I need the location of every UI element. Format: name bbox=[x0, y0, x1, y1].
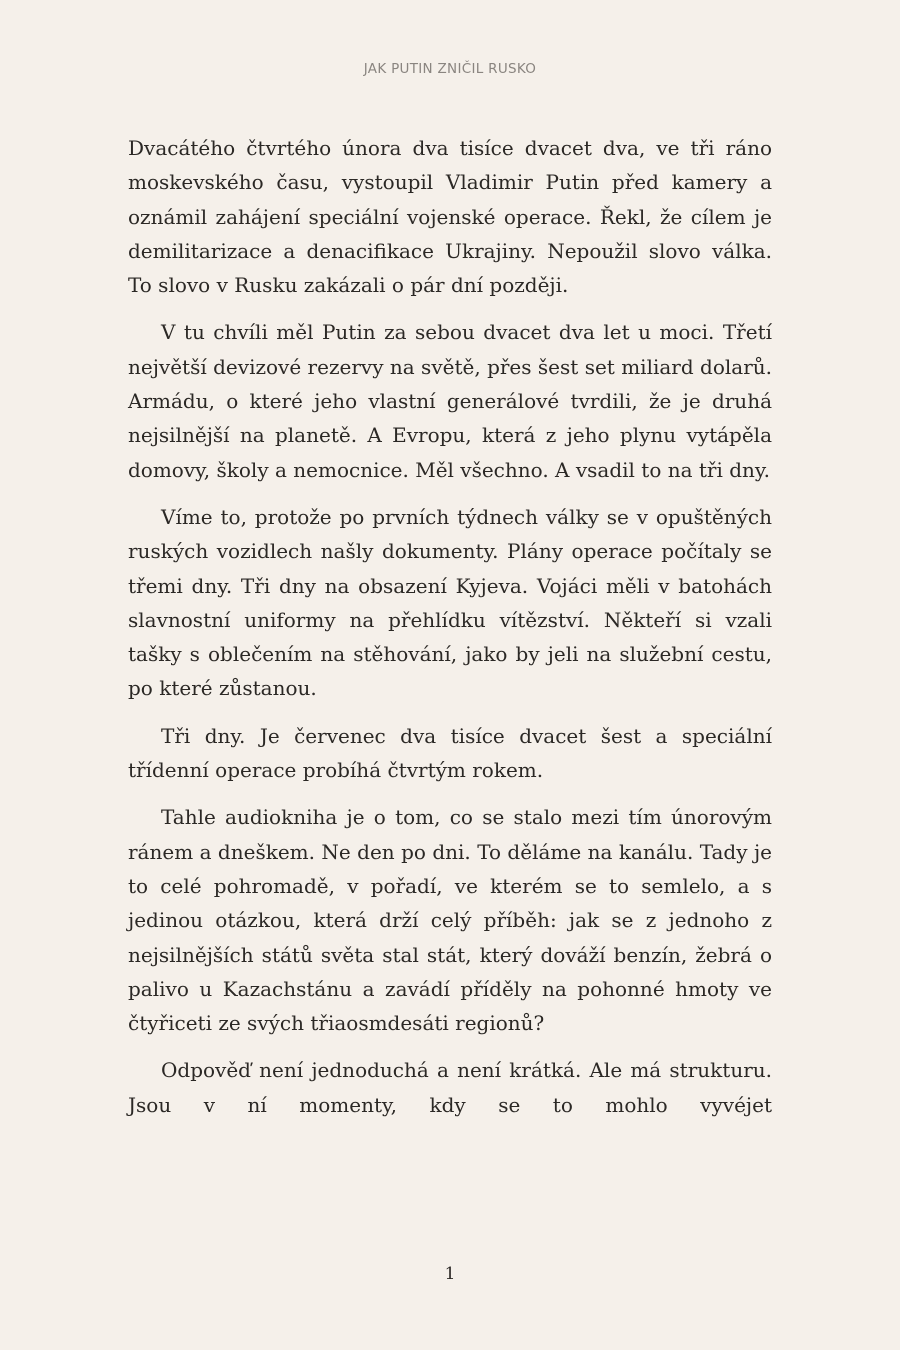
paragraph: Dvacátého čtvrtého února dva tisíce dvacet dva, ve tři ráno moskevského času, vystoupil Vladimir Putin před kamery a oznámil zahájení speciální vojenské operace. Řekl, že cílem je demilitarizace a denacifikace Ukrajiny. Nepoužil slovo válka. To slovo v Rusku zakázali o pár dní později. bbox=[128, 136, 772, 298]
paragraph: Odpověď není jednoduchá a není krátká. Ale má strukturu. Jsou v ní momenty, kdy se to mohlo vyvéjet bbox=[128, 1058, 772, 1117]
page-number: 1 bbox=[444, 1264, 456, 1284]
paragraph: V tu chvíli měl Putin za sebou dvacet dva let u moci. Třetí největší devizové rezervy na světě, přes šest set miliard dolarů. Armádu, o které jeho vlastní generálové tvrdili, že je druhá nejsilnější na planetě. A Evropu, která z jeho plynu vytápěla domovy, školy a nemocnice. Měl všechno. A vsadil to na tři dny. bbox=[128, 320, 772, 482]
paragraph: Tři dny. Je červenec dva tisíce dvacet šest a speciální třídenní operace probíhá čtvrtým rokem. bbox=[128, 723, 772, 783]
paragraph: Víme to, protože po prvních týdnech války se v opuštěných ruských vozidlech našly dokumenty. Plány operace počítaly se třemi dny. Tři dny na obsazení Kyjeva. Vojáci měli v batohách slavnostní uniformy na přehlídku vítězství. Někteří si vzali tašky s oblečením na stěhování, jako by jeli na služební cestu, po které zůstanou. bbox=[128, 504, 772, 701]
paragraph: Tahle audiokniha je o tom, co se stalo mezi tím únorovým ránem a dneškem. Ne den po dni. To děláme na kanálu. Tady je to celé pohromadě, v pořadí, ve kterém se to semlelo, a s jedinou otázkou, která drží celý příběh: jak se z jednoho z nejsilnějších států světa stal stát, který dováží benzín, žebrá o palivo u Kazachstánu a zavádí příděly na pohonné hmoty ve čtyřiceti ze svých třiaosmdesáti regionů? bbox=[128, 805, 772, 1036]
body-text bbox=[128, 131, 772, 1122]
running-header: JAK PUTIN ZNIČIL RUSKO bbox=[363, 61, 537, 77]
